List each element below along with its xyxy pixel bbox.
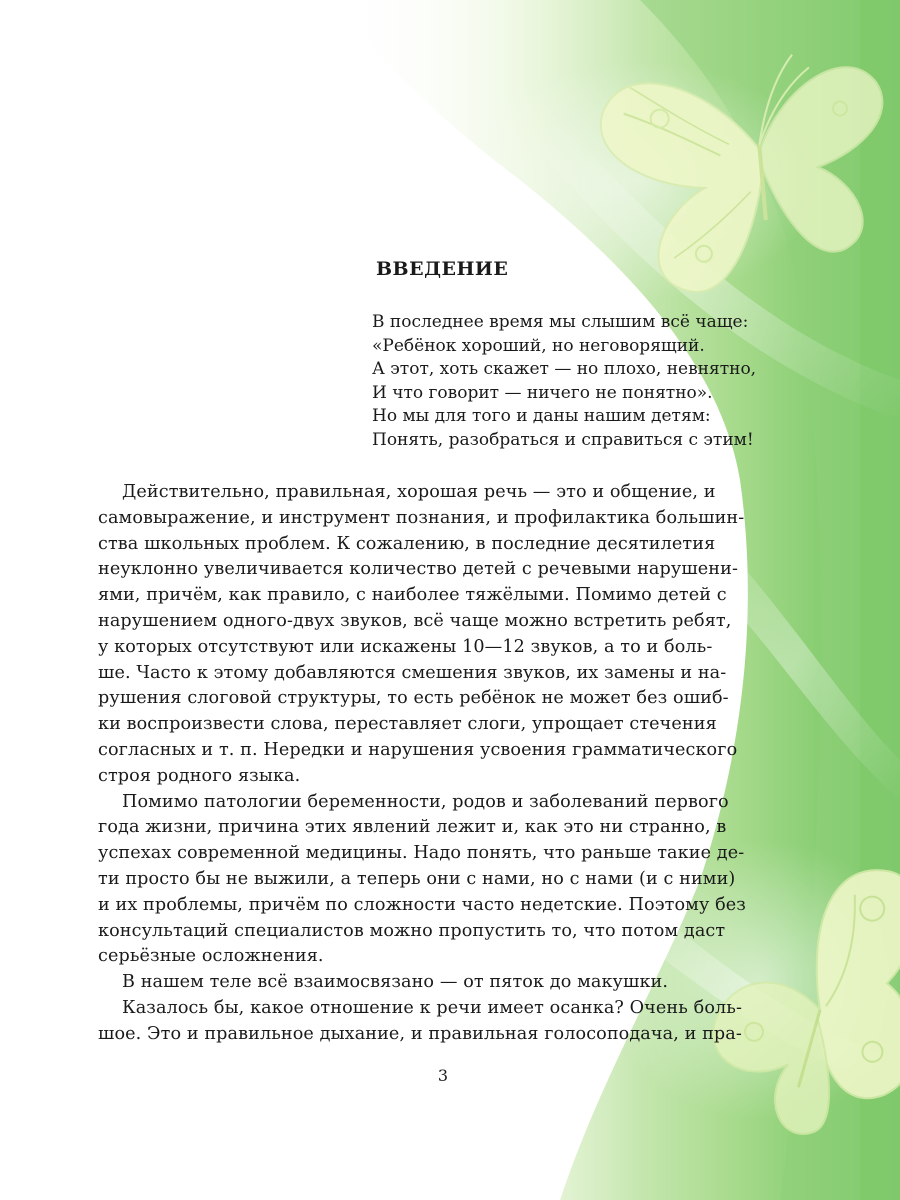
body-line: В нашем теле всё взаимосвязано — от пяток до макушки.: [122, 972, 669, 993]
page-title: ВВЕДЕНИЕ: [376, 258, 509, 280]
epigraph-line: Понять, разобраться и справиться с этим!: [372, 429, 754, 450]
body-line: шое. Это и правильное дыхание, и правильная голосоподача, и пра-: [98, 1023, 742, 1044]
epigraph-line: «Ребёнок хороший, но неговорящий.: [372, 335, 705, 356]
body-line: ше. Часто к этому добавляются смешения звуков, их замены и на-: [98, 662, 727, 683]
body-line: нарушением одного-двух звуков, всё чаще можно встретить ребят,: [98, 610, 732, 631]
body-line: Казалось бы, какое отношение к речи имеет осанка? Очень боль-: [122, 997, 743, 1018]
epigraph-line: А этот, хоть скажет — но плохо, невнятно,: [372, 359, 757, 380]
body-line: ки воспроизвести слова, переставляет слоги, упрощает стечения: [98, 714, 717, 735]
body-line: строя родного языка.: [98, 765, 301, 786]
body-line: и их проблемы, причём по сложности часто недетские. Поэтому без: [98, 894, 746, 915]
body-line: ями, причём, как правило, с наиболее тяжёлыми. Помимо детей с: [98, 585, 727, 606]
body-line: у которых отсутствуют или искажены 10—12 звуков, а то и боль-: [98, 636, 713, 657]
body-line: успехах современной медицины. Надо понять, что раньше такие де-: [98, 843, 745, 864]
body-line: консультаций специалистов можно пропустить то, что потом даст: [98, 920, 726, 941]
body-line: самовыражение, и инструмент познания, и профилактика большин-: [98, 507, 745, 528]
body-line: ти просто бы не выжили, а теперь они с нами, но с нами (и с ними): [98, 868, 736, 889]
body-line: ства школьных проблем. К сожалению, в последние десятилетия: [98, 533, 716, 554]
epigraph-line: Но мы для того и даны нашим детям:: [372, 406, 711, 427]
epigraph-line: И что говорит — ничего не понятно».: [372, 382, 713, 403]
epigraph-line: В последнее время мы слышим всё чаще:: [372, 312, 749, 332]
body-line: согласных и т. п. Нередки и нарушения усвоения грамматического: [98, 739, 738, 760]
epigraph: [372, 311, 802, 453]
body-line: Действительно, правильная, хорошая речь — это и общение, и: [122, 482, 716, 502]
body-line: серьёзные осложнения.: [98, 946, 324, 967]
body-line: года жизни, причина этих явлений лежит и, как это ни странно, в: [98, 817, 727, 838]
body-line: рушения слоговой структуры, то есть ребёнок не может без ошиб-: [98, 688, 729, 709]
page-number: 3: [437, 1066, 449, 1085]
body-line: неуклонно увеличивается количество детей с речевыми нарушени-: [98, 559, 738, 580]
body-line: Помимо патологии беременности, родов и заболеваний первого: [122, 791, 729, 812]
body-text: [98, 480, 822, 1048]
